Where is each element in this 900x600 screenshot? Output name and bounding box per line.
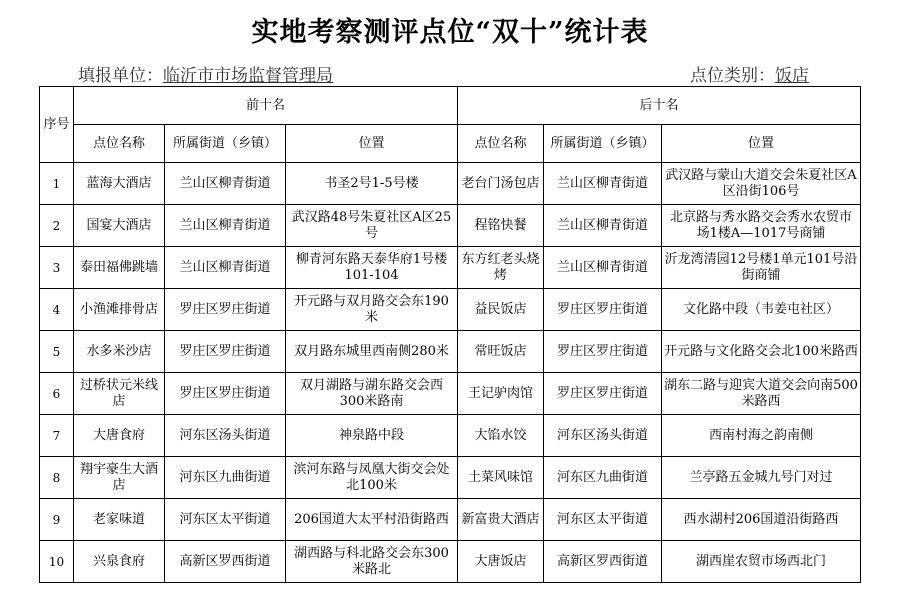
site-category-label: 点位类别： (690, 66, 775, 86)
front-site-street: 河东区汤头街道 (165, 415, 286, 457)
back-site-street: 高新区罗西街道 (544, 541, 662, 583)
front-site-street: 河东区九曲街道 (165, 457, 286, 499)
header-row-sub (40, 125, 861, 163)
back-site-street: 兰山区柳青街道 (544, 247, 662, 289)
front-site-street: 罗庄区罗庄街道 (165, 289, 286, 331)
page-title: 实地考察测评点位“双十”统计表 (251, 17, 649, 48)
back-site-name: 益民饭店 (458, 289, 544, 331)
front-site-street: 兰山区柳青街道 (165, 163, 286, 205)
back-site-location: 西南村海之韵南侧 (662, 415, 861, 457)
row-number: 10 (40, 541, 74, 583)
front-site-name: 水多米沙店 (74, 331, 165, 373)
front-site-location: 柳青河东路天泰华府1号楼101-104 (286, 247, 458, 289)
front-site-location: 206国道大太平村沿街路西 (286, 499, 458, 541)
front-site-location: 书圣2号1-5号楼 (286, 163, 458, 205)
back-site-name: 大馅水饺 (458, 415, 544, 457)
row-number: 8 (40, 457, 74, 499)
front-site-name: 翔宇豪生大酒店 (74, 457, 165, 499)
back-site-location: 开元路与文化路交会北100米路西 (662, 331, 861, 373)
site-category-value: 饭店 (775, 66, 809, 86)
table-row (40, 541, 861, 583)
back-site-street: 罗庄区罗庄街道 (544, 289, 662, 331)
reporting-unit (78, 61, 333, 86)
row-number: 3 (40, 247, 74, 289)
back-site-name: 常旺饭店 (458, 331, 544, 373)
back-site-location: 西水湖村206国道沿街路西 (662, 499, 861, 541)
table-body (40, 163, 861, 583)
table-row (40, 205, 861, 247)
front-site-location: 神泉路中段 (286, 415, 458, 457)
reporting-unit-value: 临沂市市场监督管理局 (163, 66, 333, 86)
front-site-street: 兰山区柳青街道 (165, 205, 286, 247)
back-site-location: 湖西崖农贸市场西北门 (662, 541, 861, 583)
front-site-name: 国宴大酒店 (74, 205, 165, 247)
table-row (40, 163, 861, 205)
row-number: 2 (40, 205, 74, 247)
site-category (690, 61, 809, 86)
back-site-street: 罗庄区罗庄街道 (544, 373, 662, 415)
back-site-name: 程铭快餐 (458, 205, 544, 247)
back-site-location: 北京路与秀水路交会秀水农贸市场1楼A—1017号商铺 (662, 205, 861, 247)
back-site-name: 老台门汤包店 (458, 163, 544, 205)
header-seq: 序号 (40, 87, 74, 163)
back-site-street: 河东区太平街道 (544, 499, 662, 541)
statistics-table (39, 86, 861, 583)
back-site-name: 新富贵大酒店 (458, 499, 544, 541)
front-site-name: 蓝海大酒店 (74, 163, 165, 205)
row-number: 9 (40, 499, 74, 541)
back-site-location: 沂龙湾清园12号楼1单元101号沿街商铺 (662, 247, 861, 289)
front-site-name: 泰田福佛跳墙 (74, 247, 165, 289)
back-site-street: 河东区汤头街道 (544, 415, 662, 457)
front-site-location: 武汉路48号朱夏社区A区25号 (286, 205, 458, 247)
back-site-name: 土菜风味馆 (458, 457, 544, 499)
table-row (40, 373, 861, 415)
front-site-street: 罗庄区罗庄街道 (165, 373, 286, 415)
header-front-street: 所属街道（乡镇） (165, 125, 286, 163)
front-site-location: 双月湖路与湖东路交会西300米路南 (286, 373, 458, 415)
back-site-name: 东方红老头烧烤 (458, 247, 544, 289)
header-back-ten: 后十名 (458, 87, 861, 125)
back-site-street: 罗庄区罗庄街道 (544, 331, 662, 373)
header-back-street: 所属街道（乡镇） (544, 125, 662, 163)
table-row (40, 289, 861, 331)
row-number: 4 (40, 289, 74, 331)
row-number: 6 (40, 373, 74, 415)
header-front-location: 位置 (286, 125, 458, 163)
table-row (40, 247, 861, 289)
front-site-name: 小渔滩排骨店 (74, 289, 165, 331)
header-back-location: 位置 (662, 125, 861, 163)
front-site-street: 兰山区柳青街道 (165, 247, 286, 289)
back-site-street: 河东区九曲街道 (544, 457, 662, 499)
row-number: 1 (40, 163, 74, 205)
header-front-name: 点位名称 (74, 125, 165, 163)
back-site-street: 兰山区柳青街道 (544, 205, 662, 247)
front-site-name: 兴泉食府 (74, 541, 165, 583)
header-row-top (40, 87, 861, 125)
table-row (40, 331, 861, 373)
front-site-street: 高新区罗西街道 (165, 541, 286, 583)
table-row (40, 415, 861, 457)
table-row (40, 499, 861, 541)
front-site-name: 过桥状元米线店 (74, 373, 165, 415)
back-site-location: 兰亭路五金城九号门对过 (662, 457, 861, 499)
back-site-location: 湖东二路与迎宾大道交会向南500米路西 (662, 373, 861, 415)
back-site-location: 文化路中段（韦姜屯社区） (662, 289, 861, 331)
back-site-location: 武汉路与蒙山大道交会朱夏社区A区沿街106号 (662, 163, 861, 205)
front-site-name: 大唐食府 (74, 415, 165, 457)
front-site-street: 河东区太平街道 (165, 499, 286, 541)
front-site-location: 双月路东城里西南侧280米 (286, 331, 458, 373)
header-front-ten: 前十名 (74, 87, 458, 125)
reporting-unit-label: 填报单位： (78, 66, 163, 86)
row-number: 5 (40, 331, 74, 373)
front-site-location: 湖西路与科北路交会东300米路北 (286, 541, 458, 583)
front-site-location: 开元路与双月路交会东190米 (286, 289, 458, 331)
back-site-street: 兰山区柳青街道 (544, 163, 662, 205)
back-site-name: 大唐饭店 (458, 541, 544, 583)
front-site-street: 罗庄区罗庄街道 (165, 331, 286, 373)
table-row (40, 457, 861, 499)
front-site-name: 老家味道 (74, 499, 165, 541)
back-site-name: 王记驴肉馆 (458, 373, 544, 415)
row-number: 7 (40, 415, 74, 457)
header-back-name: 点位名称 (458, 125, 544, 163)
front-site-location: 滨河东路与凤凰大街交会处北100米 (286, 457, 458, 499)
